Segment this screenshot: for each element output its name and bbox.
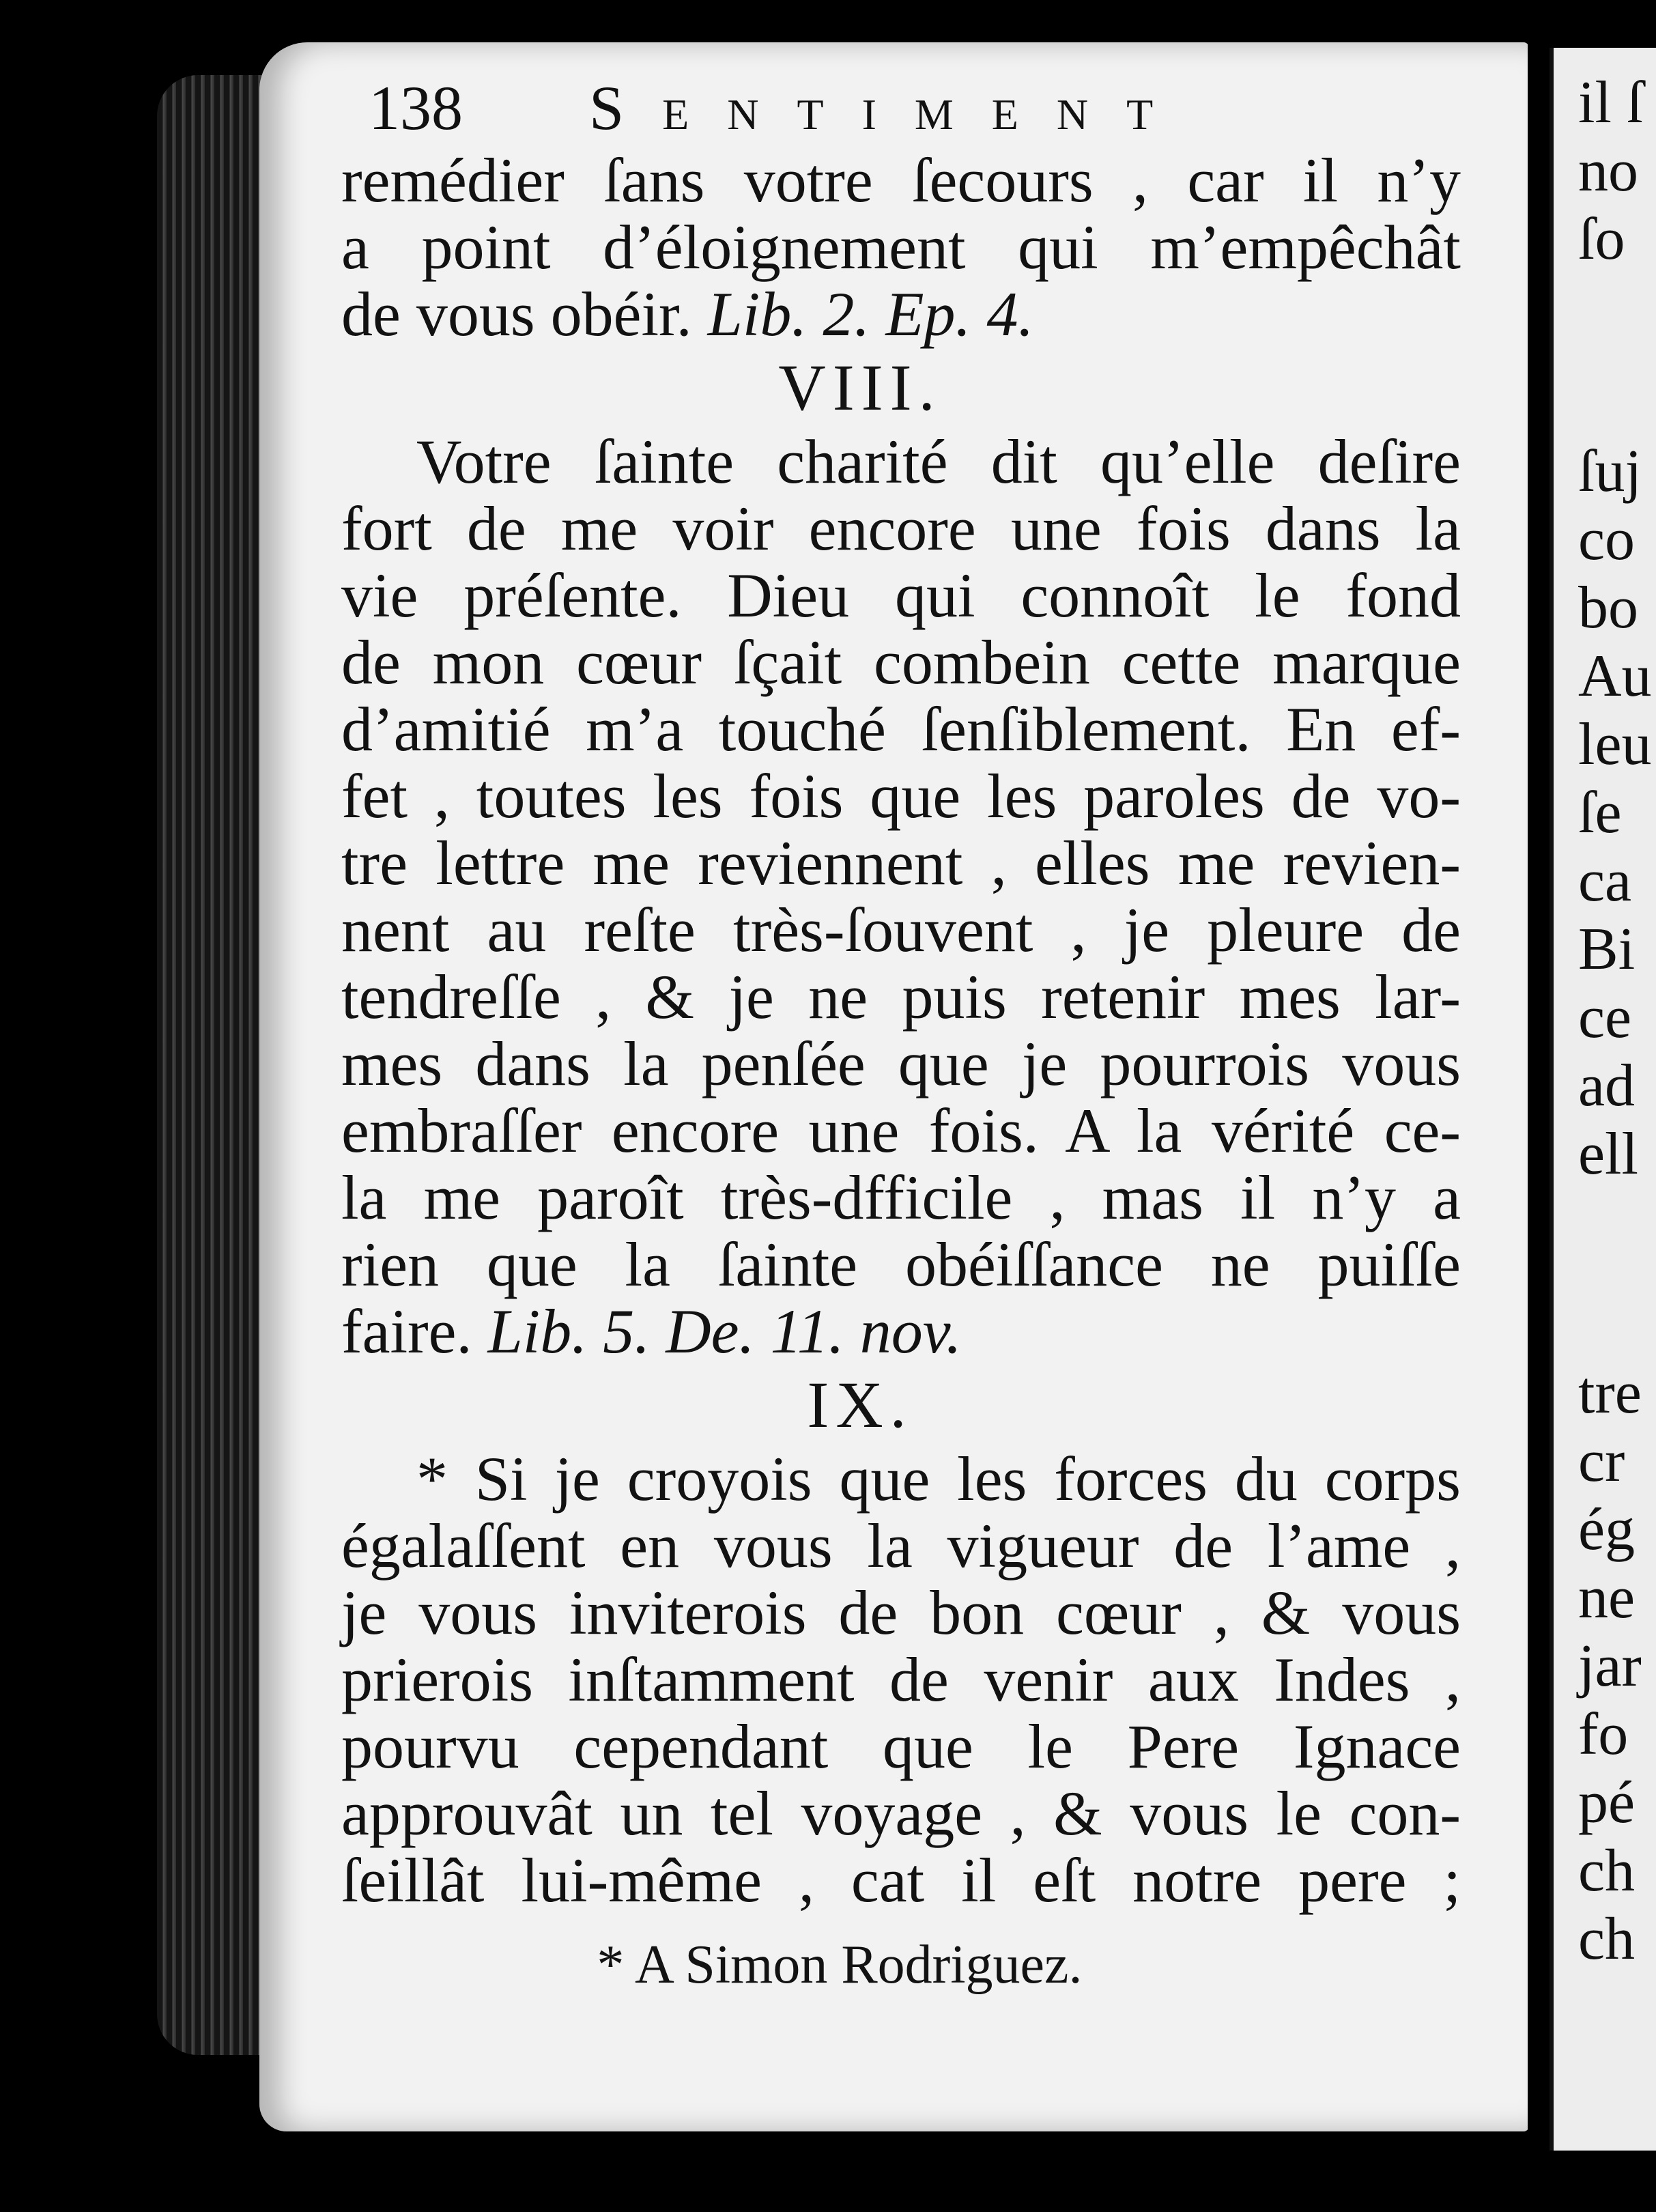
running-head-title: Sentiment [589, 73, 1192, 143]
facing-page-fragment: pé [1578, 1770, 1636, 1836]
facing-page-fragment: tre [1578, 1360, 1642, 1426]
line-text: d’amitié m’a touché ſenſiblement. En ef- [341, 694, 1461, 764]
facing-page-fragment: ég [1578, 1497, 1636, 1563]
text-line [341, 1847, 1461, 1914]
line-text: je vous inviterois de bon cœur , & vous [341, 1578, 1461, 1647]
text-line [341, 629, 1461, 696]
text-line [341, 1164, 1461, 1231]
line-text: de vous obéir. [341, 279, 692, 349]
line-text: ſeillât lui-même , cat il eſt notre pere ; [341, 1845, 1461, 1915]
body-text [341, 147, 1461, 2002]
line-text: Votre ſainte charité dit qu’elle deſire [416, 427, 1461, 496]
text-line [341, 1713, 1461, 1780]
running-header [369, 72, 1191, 144]
facing-page-fragment: bo [1578, 575, 1638, 641]
facing-page-fragment: ce [1578, 984, 1632, 1051]
line-text: égalaſſent en vous la vigueur de l’ame , [341, 1511, 1461, 1580]
text-line [341, 214, 1461, 281]
text-line [341, 281, 1461, 348]
line-text: tre lettre me reviennent , elles me revien- [341, 828, 1461, 898]
section-heading: IX. [807, 1368, 913, 1441]
line-text: la me paroît très-dfficile , mas il n’y a [341, 1163, 1461, 1232]
facing-page [1550, 48, 1656, 2151]
facing-page-fragment: ch [1578, 1906, 1636, 1972]
text-line [341, 1030, 1461, 1097]
line-text: remédier ſans votre ſecours , car il n’y [341, 145, 1461, 215]
line-text: rien que la ſainte obéiſſance ne puiſſe [341, 1230, 1461, 1299]
line-text: fet , toutes les fois que les paroles de vo- [341, 761, 1461, 831]
text-line [341, 1780, 1461, 1847]
facing-page-fragment: Au [1578, 643, 1652, 709]
text-line [341, 1445, 1461, 1512]
line-text: faire. [341, 1296, 472, 1366]
text-line [341, 1512, 1461, 1579]
facing-page-fragment: ca [1578, 848, 1632, 914]
line-text: fort de me voir encore une fois dans la [341, 494, 1461, 563]
facing-page-fragment: ch [1578, 1838, 1636, 1904]
text-line [341, 1097, 1461, 1164]
facing-page-fragment: Bi [1578, 916, 1636, 982]
text-line [341, 696, 1461, 763]
facing-page-fragment: il ſ [1578, 70, 1644, 136]
facing-page-fragment: leu [1578, 711, 1652, 778]
line-text: * Si je croyois que les forces du corps [416, 1444, 1461, 1514]
line-text: pourvu cependant que le Pere Ignace [341, 1712, 1461, 1781]
facing-page-fragment: ſo [1578, 206, 1625, 272]
section-heading: VIII. [778, 351, 942, 424]
text-line [341, 963, 1461, 1030]
facing-page-fragment: jar [1578, 1633, 1642, 1699]
facing-page-fragment: fo [1578, 1701, 1629, 1768]
line-text: mes dans la penſée que je pourrois vous [341, 1029, 1461, 1098]
text-line [341, 1646, 1461, 1713]
facing-page-fragment: ſuj [1578, 438, 1642, 505]
line-text: de mon cœur ſçait combein cette marque [341, 627, 1461, 697]
footnote: * A Simon Rodriguez. [597, 1935, 1083, 1995]
text-line [341, 1579, 1461, 1646]
text-line [341, 428, 1461, 495]
text-line [341, 763, 1461, 830]
line-text: nent au reſte très-ſouvent , je pleure de [341, 895, 1461, 965]
citation: Lib. 2. Ep. 4. [707, 279, 1034, 349]
line-text: vie préſente. Dieu qui connoît le fond [341, 561, 1461, 630]
line-text: prierois inſtamment de venir aux Indes , [341, 1645, 1461, 1714]
facing-page-fragment: ell [1578, 1121, 1638, 1187]
facing-page-fragment: no [1578, 138, 1638, 204]
text-line [341, 495, 1461, 562]
line-text: a point d’éloignement qui m’empêchât [341, 212, 1461, 282]
text-line [341, 147, 1461, 214]
facing-page-fragment: ſe [1578, 780, 1622, 846]
line-text: tendreſſe , & je ne puis retenir mes lar- [341, 962, 1461, 1032]
facing-page-fragment: cr [1578, 1428, 1625, 1494]
line-text: approuvât un tel voyage , & vous le con- [341, 1778, 1461, 1848]
text-line [341, 896, 1461, 963]
line-text: embraſſer encore une fois. A la vérité ce- [341, 1096, 1461, 1165]
facing-page-fragment: ad [1578, 1053, 1636, 1119]
text-line [341, 1231, 1461, 1298]
text-line [341, 562, 1461, 629]
citation: Lib. 5. De. 11. nov. [487, 1296, 962, 1366]
page-number: 138 [369, 73, 463, 143]
facing-page-fragment: co [1578, 507, 1636, 573]
text-line [341, 1298, 1461, 1365]
text-line [341, 830, 1461, 896]
facing-page-fragment: ne [1578, 1565, 1636, 1631]
